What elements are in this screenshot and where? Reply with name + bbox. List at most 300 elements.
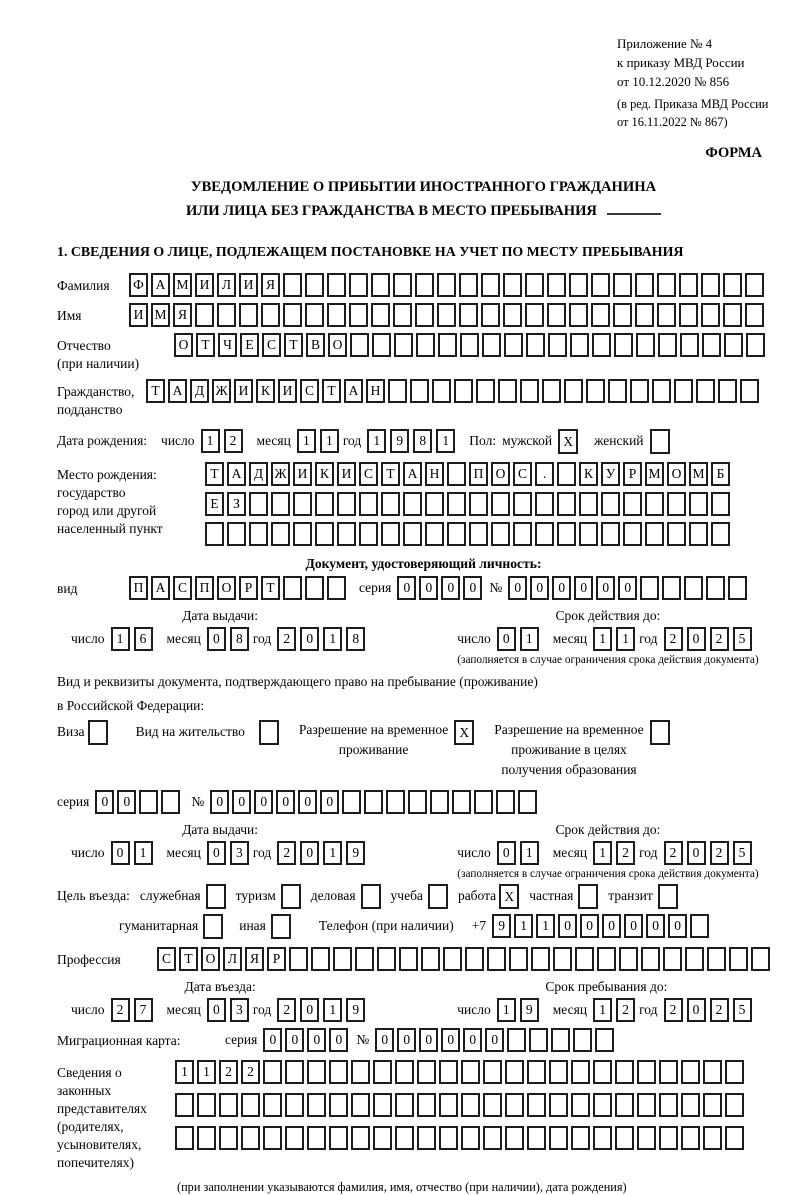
form-cell[interactable] bbox=[476, 379, 495, 403]
form-cell[interactable] bbox=[373, 1060, 392, 1084]
form-cell[interactable] bbox=[636, 333, 655, 357]
form-cell[interactable] bbox=[371, 273, 390, 297]
form-cell[interactable]: Е bbox=[240, 333, 259, 357]
purpose-humanitarian-checkbox[interactable] bbox=[203, 914, 223, 939]
form-cell[interactable]: С bbox=[157, 947, 176, 971]
form-cell[interactable]: О bbox=[667, 462, 686, 486]
form-cell[interactable] bbox=[504, 333, 523, 357]
form-cell[interactable] bbox=[333, 947, 352, 971]
form-cell[interactable] bbox=[518, 790, 537, 814]
form-cell[interactable] bbox=[439, 1126, 458, 1150]
form-cell[interactable] bbox=[718, 379, 737, 403]
form-cell[interactable]: О bbox=[217, 576, 236, 600]
form-cell[interactable]: 0 bbox=[596, 576, 615, 600]
form-cell[interactable]: 2 bbox=[277, 841, 296, 865]
form-cell[interactable] bbox=[293, 522, 312, 546]
form-cell[interactable]: 8 bbox=[346, 627, 365, 651]
form-cell[interactable] bbox=[197, 1093, 216, 1117]
form-cell[interactable]: О bbox=[491, 462, 510, 486]
form-cell[interactable] bbox=[461, 1093, 480, 1117]
form-cell[interactable]: 2 bbox=[111, 998, 130, 1022]
form-cell[interactable] bbox=[305, 576, 324, 600]
visa-checkbox[interactable] bbox=[88, 720, 108, 745]
form-cell[interactable]: 1 bbox=[616, 627, 635, 651]
form-cell[interactable] bbox=[293, 492, 312, 516]
form-cell[interactable]: Ч bbox=[218, 333, 237, 357]
form-cell[interactable]: 0 bbox=[497, 627, 516, 651]
form-cell[interactable] bbox=[447, 462, 466, 486]
form-cell[interactable] bbox=[503, 303, 522, 327]
form-cell[interactable] bbox=[696, 379, 715, 403]
form-cell[interactable]: И bbox=[195, 273, 214, 297]
form-cell[interactable] bbox=[263, 1126, 282, 1150]
form-cell[interactable] bbox=[483, 1126, 502, 1150]
form-cell[interactable] bbox=[535, 492, 554, 516]
form-cell[interactable] bbox=[415, 273, 434, 297]
form-cell[interactable] bbox=[623, 492, 642, 516]
form-cell[interactable]: Н bbox=[425, 462, 444, 486]
form-cell[interactable] bbox=[459, 273, 478, 297]
form-cell[interactable] bbox=[460, 333, 479, 357]
form-cell[interactable]: И bbox=[293, 462, 312, 486]
form-cell[interactable] bbox=[652, 379, 671, 403]
form-cell[interactable] bbox=[551, 1028, 570, 1052]
form-cell[interactable]: 0 bbox=[552, 576, 571, 600]
form-cell[interactable] bbox=[557, 522, 576, 546]
form-cell[interactable]: 0 bbox=[329, 1028, 348, 1052]
form-cell[interactable]: Т bbox=[205, 462, 224, 486]
form-cell[interactable] bbox=[527, 1093, 546, 1117]
form-cell[interactable]: 1 bbox=[514, 914, 533, 938]
form-cell[interactable]: 0 bbox=[375, 1028, 394, 1052]
form-cell[interactable]: 1 bbox=[323, 998, 342, 1022]
form-cell[interactable] bbox=[615, 1126, 634, 1150]
form-cell[interactable] bbox=[703, 1126, 722, 1150]
form-cell[interactable]: 1 bbox=[320, 429, 339, 453]
form-cell[interactable]: 1 bbox=[134, 841, 153, 865]
form-cell[interactable] bbox=[525, 273, 544, 297]
form-cell[interactable]: 3 bbox=[230, 841, 249, 865]
form-cell[interactable]: 0 bbox=[463, 1028, 482, 1052]
form-cell[interactable] bbox=[469, 522, 488, 546]
form-cell[interactable]: 0 bbox=[111, 841, 130, 865]
form-cell[interactable]: 2 bbox=[664, 998, 683, 1022]
form-cell[interactable] bbox=[615, 1060, 634, 1084]
form-cell[interactable] bbox=[547, 273, 566, 297]
form-cell[interactable] bbox=[679, 303, 698, 327]
form-cell[interactable] bbox=[663, 947, 682, 971]
form-cell[interactable] bbox=[327, 576, 346, 600]
form-cell[interactable] bbox=[437, 273, 456, 297]
form-cell[interactable] bbox=[745, 303, 764, 327]
form-cell[interactable]: 9 bbox=[346, 841, 365, 865]
form-cell[interactable] bbox=[637, 1093, 656, 1117]
form-cell[interactable] bbox=[505, 1060, 524, 1084]
form-cell[interactable] bbox=[645, 522, 664, 546]
form-cell[interactable] bbox=[662, 576, 681, 600]
form-cell[interactable]: 1 bbox=[436, 429, 455, 453]
form-cell[interactable] bbox=[195, 303, 214, 327]
form-cell[interactable]: 0 bbox=[285, 1028, 304, 1052]
temp-residence-checkbox[interactable]: X bbox=[454, 720, 474, 745]
form-cell[interactable] bbox=[239, 303, 258, 327]
form-cell[interactable]: 0 bbox=[300, 998, 319, 1022]
form-cell[interactable] bbox=[703, 1060, 722, 1084]
form-cell[interactable] bbox=[659, 1093, 678, 1117]
purpose-transit-checkbox[interactable] bbox=[658, 884, 678, 909]
form-cell[interactable] bbox=[659, 1060, 678, 1084]
form-cell[interactable]: П bbox=[469, 462, 488, 486]
form-cell[interactable] bbox=[307, 1093, 326, 1117]
form-cell[interactable] bbox=[724, 333, 743, 357]
form-cell[interactable] bbox=[305, 303, 324, 327]
form-cell[interactable] bbox=[549, 1126, 568, 1150]
form-cell[interactable] bbox=[640, 576, 659, 600]
form-cell[interactable] bbox=[337, 522, 356, 546]
form-cell[interactable] bbox=[520, 379, 539, 403]
form-cell[interactable] bbox=[432, 379, 451, 403]
form-cell[interactable]: 0 bbox=[687, 627, 706, 651]
form-cell[interactable] bbox=[679, 273, 698, 297]
form-cell[interactable]: О bbox=[328, 333, 347, 357]
form-cell[interactable] bbox=[249, 492, 268, 516]
form-cell[interactable] bbox=[740, 379, 759, 403]
form-cell[interactable] bbox=[529, 1028, 548, 1052]
form-cell[interactable] bbox=[527, 1126, 546, 1150]
form-cell[interactable]: 0 bbox=[300, 627, 319, 651]
form-cell[interactable] bbox=[349, 303, 368, 327]
form-cell[interactable]: 0 bbox=[441, 576, 460, 600]
form-cell[interactable] bbox=[438, 333, 457, 357]
form-cell[interactable] bbox=[395, 1060, 414, 1084]
form-cell[interactable] bbox=[349, 273, 368, 297]
form-cell[interactable] bbox=[680, 333, 699, 357]
form-cell[interactable] bbox=[271, 522, 290, 546]
form-cell[interactable] bbox=[395, 1126, 414, 1150]
form-cell[interactable] bbox=[454, 379, 473, 403]
form-cell[interactable] bbox=[415, 303, 434, 327]
form-cell[interactable] bbox=[729, 947, 748, 971]
form-cell[interactable] bbox=[703, 1093, 722, 1117]
form-cell[interactable] bbox=[549, 1093, 568, 1117]
form-cell[interactable]: П bbox=[195, 576, 214, 600]
form-cell[interactable]: Т bbox=[196, 333, 215, 357]
form-cell[interactable] bbox=[569, 303, 588, 327]
form-cell[interactable] bbox=[571, 1093, 590, 1117]
form-cell[interactable] bbox=[417, 1060, 436, 1084]
form-cell[interactable] bbox=[685, 947, 704, 971]
form-cell[interactable] bbox=[425, 522, 444, 546]
form-cell[interactable]: А bbox=[403, 462, 422, 486]
form-cell[interactable] bbox=[571, 1060, 590, 1084]
form-cell[interactable] bbox=[315, 492, 334, 516]
form-cell[interactable] bbox=[437, 303, 456, 327]
form-cell[interactable] bbox=[601, 492, 620, 516]
form-cell[interactable] bbox=[525, 303, 544, 327]
form-cell[interactable] bbox=[439, 1060, 458, 1084]
form-cell[interactable]: Т bbox=[322, 379, 341, 403]
form-cell[interactable] bbox=[614, 333, 633, 357]
form-cell[interactable] bbox=[658, 333, 677, 357]
form-cell[interactable] bbox=[283, 576, 302, 600]
form-cell[interactable]: 0 bbox=[687, 841, 706, 865]
form-cell[interactable] bbox=[205, 522, 224, 546]
form-cell[interactable]: 0 bbox=[117, 790, 136, 814]
form-cell[interactable]: 1 bbox=[197, 1060, 216, 1084]
form-cell[interactable] bbox=[619, 947, 638, 971]
sex-male-checkbox[interactable]: X bbox=[558, 429, 578, 454]
form-cell[interactable]: Л bbox=[217, 273, 236, 297]
form-cell[interactable]: . bbox=[535, 462, 554, 486]
form-cell[interactable] bbox=[197, 1126, 216, 1150]
form-cell[interactable]: Т bbox=[284, 333, 303, 357]
form-cell[interactable]: 0 bbox=[463, 576, 482, 600]
form-cell[interactable]: Р bbox=[267, 947, 286, 971]
form-cell[interactable] bbox=[395, 1093, 414, 1117]
form-cell[interactable] bbox=[359, 492, 378, 516]
form-cell[interactable] bbox=[569, 273, 588, 297]
form-cell[interactable] bbox=[355, 947, 374, 971]
form-cell[interactable] bbox=[217, 303, 236, 327]
purpose-work-checkbox[interactable]: X bbox=[499, 884, 519, 909]
form-cell[interactable] bbox=[351, 1060, 370, 1084]
purpose-other-checkbox[interactable] bbox=[271, 914, 291, 939]
form-cell[interactable] bbox=[408, 790, 427, 814]
form-cell[interactable] bbox=[373, 1126, 392, 1150]
form-cell[interactable] bbox=[507, 1028, 526, 1052]
form-cell[interactable] bbox=[175, 1126, 194, 1150]
form-cell[interactable] bbox=[447, 492, 466, 516]
form-cell[interactable] bbox=[751, 947, 770, 971]
form-cell[interactable] bbox=[591, 303, 610, 327]
form-cell[interactable]: 1 bbox=[520, 841, 539, 865]
form-cell[interactable] bbox=[461, 1126, 480, 1150]
form-cell[interactable] bbox=[249, 522, 268, 546]
form-cell[interactable]: 2 bbox=[664, 627, 683, 651]
form-cell[interactable] bbox=[498, 379, 517, 403]
form-cell[interactable]: 0 bbox=[320, 790, 339, 814]
form-cell[interactable]: 1 bbox=[593, 841, 612, 865]
form-cell[interactable] bbox=[591, 273, 610, 297]
form-cell[interactable] bbox=[689, 522, 708, 546]
form-cell[interactable]: 0 bbox=[580, 914, 599, 938]
form-cell[interactable] bbox=[482, 333, 501, 357]
form-cell[interactable]: 1 bbox=[593, 627, 612, 651]
purpose-private-checkbox[interactable] bbox=[578, 884, 598, 909]
form-cell[interactable] bbox=[394, 333, 413, 357]
form-cell[interactable]: 1 bbox=[175, 1060, 194, 1084]
form-cell[interactable]: 0 bbox=[210, 790, 229, 814]
form-cell[interactable] bbox=[474, 790, 493, 814]
form-cell[interactable] bbox=[635, 273, 654, 297]
form-cell[interactable] bbox=[701, 273, 720, 297]
form-cell[interactable] bbox=[417, 1093, 436, 1117]
form-cell[interactable]: 2 bbox=[616, 841, 635, 865]
form-cell[interactable]: 5 bbox=[733, 998, 752, 1022]
form-cell[interactable] bbox=[327, 273, 346, 297]
form-cell[interactable] bbox=[351, 1126, 370, 1150]
form-cell[interactable]: И bbox=[129, 303, 148, 327]
form-cell[interactable] bbox=[623, 522, 642, 546]
form-cell[interactable] bbox=[439, 1093, 458, 1117]
form-cell[interactable] bbox=[527, 1060, 546, 1084]
form-cell[interactable] bbox=[746, 333, 765, 357]
form-cell[interactable]: А bbox=[168, 379, 187, 403]
form-cell[interactable]: 0 bbox=[419, 1028, 438, 1052]
form-cell[interactable]: И bbox=[234, 379, 253, 403]
form-cell[interactable] bbox=[283, 303, 302, 327]
form-cell[interactable] bbox=[393, 273, 412, 297]
form-cell[interactable]: 1 bbox=[536, 914, 555, 938]
form-cell[interactable]: 0 bbox=[574, 576, 593, 600]
form-cell[interactable]: 1 bbox=[520, 627, 539, 651]
form-cell[interactable] bbox=[579, 522, 598, 546]
form-cell[interactable] bbox=[307, 1126, 326, 1150]
form-cell[interactable]: 2 bbox=[241, 1060, 260, 1084]
form-cell[interactable] bbox=[481, 273, 500, 297]
form-cell[interactable]: Д bbox=[249, 462, 268, 486]
form-cell[interactable] bbox=[371, 303, 390, 327]
form-cell[interactable] bbox=[261, 303, 280, 327]
form-cell[interactable]: 8 bbox=[413, 429, 432, 453]
form-cell[interactable]: 2 bbox=[277, 627, 296, 651]
form-cell[interactable] bbox=[496, 790, 515, 814]
form-cell[interactable]: 0 bbox=[624, 914, 643, 938]
form-cell[interactable]: М bbox=[173, 273, 192, 297]
form-cell[interactable]: С bbox=[300, 379, 319, 403]
form-cell[interactable] bbox=[667, 492, 686, 516]
form-cell[interactable]: О bbox=[174, 333, 193, 357]
form-cell[interactable] bbox=[505, 1126, 524, 1150]
form-cell[interactable] bbox=[421, 947, 440, 971]
form-cell[interactable]: 0 bbox=[254, 790, 273, 814]
form-cell[interactable] bbox=[711, 492, 730, 516]
form-cell[interactable]: Ж bbox=[212, 379, 231, 403]
form-cell[interactable]: 0 bbox=[687, 998, 706, 1022]
form-cell[interactable] bbox=[613, 273, 632, 297]
form-cell[interactable]: 1 bbox=[367, 429, 386, 453]
form-cell[interactable] bbox=[597, 947, 616, 971]
form-cell[interactable] bbox=[657, 273, 676, 297]
form-cell[interactable]: И bbox=[278, 379, 297, 403]
form-cell[interactable]: 0 bbox=[397, 1028, 416, 1052]
form-cell[interactable] bbox=[403, 492, 422, 516]
form-cell[interactable] bbox=[491, 522, 510, 546]
form-cell[interactable] bbox=[725, 1060, 744, 1084]
form-cell[interactable] bbox=[403, 522, 422, 546]
form-cell[interactable] bbox=[139, 790, 158, 814]
form-cell[interactable]: 5 bbox=[733, 841, 752, 865]
form-cell[interactable]: А bbox=[151, 273, 170, 297]
form-cell[interactable]: М bbox=[645, 462, 664, 486]
form-cell[interactable]: 0 bbox=[508, 576, 527, 600]
form-cell[interactable]: А bbox=[227, 462, 246, 486]
form-cell[interactable]: С bbox=[359, 462, 378, 486]
form-cell[interactable]: А bbox=[151, 576, 170, 600]
form-cell[interactable]: 0 bbox=[397, 576, 416, 600]
form-cell[interactable]: 0 bbox=[485, 1028, 504, 1052]
form-cell[interactable]: С bbox=[173, 576, 192, 600]
form-cell[interactable]: Д bbox=[190, 379, 209, 403]
form-cell[interactable] bbox=[241, 1093, 260, 1117]
form-cell[interactable]: 2 bbox=[224, 429, 243, 453]
form-cell[interactable] bbox=[350, 333, 369, 357]
form-cell[interactable] bbox=[381, 522, 400, 546]
form-cell[interactable]: 0 bbox=[497, 841, 516, 865]
form-cell[interactable]: Ж bbox=[271, 462, 290, 486]
form-cell[interactable] bbox=[388, 379, 407, 403]
form-cell[interactable]: 1 bbox=[297, 429, 316, 453]
form-cell[interactable] bbox=[393, 303, 412, 327]
form-cell[interactable] bbox=[283, 273, 302, 297]
form-cell[interactable]: У bbox=[601, 462, 620, 486]
form-cell[interactable] bbox=[505, 1093, 524, 1117]
form-cell[interactable]: 2 bbox=[219, 1060, 238, 1084]
form-cell[interactable]: Т bbox=[381, 462, 400, 486]
temp-residence-education-checkbox[interactable] bbox=[650, 720, 670, 745]
form-cell[interactable] bbox=[725, 1126, 744, 1150]
form-cell[interactable]: Я bbox=[261, 273, 280, 297]
form-cell[interactable]: 1 bbox=[201, 429, 220, 453]
form-cell[interactable]: 1 bbox=[323, 841, 342, 865]
purpose-official-checkbox[interactable] bbox=[206, 884, 226, 909]
form-cell[interactable]: 1 bbox=[323, 627, 342, 651]
form-cell[interactable]: 0 bbox=[263, 1028, 282, 1052]
form-cell[interactable]: 0 bbox=[207, 627, 226, 651]
form-cell[interactable]: З bbox=[227, 492, 246, 516]
form-cell[interactable]: 0 bbox=[668, 914, 687, 938]
form-cell[interactable] bbox=[329, 1093, 348, 1117]
form-cell[interactable]: Я bbox=[245, 947, 264, 971]
form-cell[interactable] bbox=[219, 1126, 238, 1150]
purpose-study-checkbox[interactable] bbox=[428, 884, 448, 909]
form-cell[interactable] bbox=[263, 1093, 282, 1117]
form-cell[interactable]: 0 bbox=[232, 790, 251, 814]
form-cell[interactable] bbox=[503, 273, 522, 297]
form-cell[interactable] bbox=[659, 1126, 678, 1150]
form-cell[interactable]: К bbox=[579, 462, 598, 486]
form-cell[interactable] bbox=[377, 947, 396, 971]
form-cell[interactable]: 0 bbox=[207, 998, 226, 1022]
form-cell[interactable]: 9 bbox=[520, 998, 539, 1022]
form-cell[interactable] bbox=[487, 947, 506, 971]
form-cell[interactable] bbox=[372, 333, 391, 357]
form-cell[interactable] bbox=[681, 1093, 700, 1117]
form-cell[interactable]: О bbox=[201, 947, 220, 971]
form-cell[interactable]: Р bbox=[623, 462, 642, 486]
form-cell[interactable] bbox=[329, 1060, 348, 1084]
form-cell[interactable]: Н bbox=[366, 379, 385, 403]
form-cell[interactable]: И bbox=[239, 273, 258, 297]
form-cell[interactable] bbox=[271, 492, 290, 516]
form-cell[interactable]: 9 bbox=[492, 914, 511, 938]
form-cell[interactable]: 9 bbox=[346, 998, 365, 1022]
form-cell[interactable] bbox=[285, 1060, 304, 1084]
form-cell[interactable]: Р bbox=[239, 576, 258, 600]
form-cell[interactable]: К bbox=[256, 379, 275, 403]
form-cell[interactable] bbox=[725, 1093, 744, 1117]
form-cell[interactable]: П bbox=[129, 576, 148, 600]
form-cell[interactable]: И bbox=[337, 462, 356, 486]
form-cell[interactable]: В bbox=[306, 333, 325, 357]
form-cell[interactable] bbox=[570, 333, 589, 357]
form-cell[interactable]: 0 bbox=[530, 576, 549, 600]
form-cell[interactable] bbox=[728, 576, 747, 600]
form-cell[interactable] bbox=[526, 333, 545, 357]
form-cell[interactable] bbox=[547, 303, 566, 327]
form-cell[interactable] bbox=[557, 462, 576, 486]
form-cell[interactable] bbox=[483, 1093, 502, 1117]
